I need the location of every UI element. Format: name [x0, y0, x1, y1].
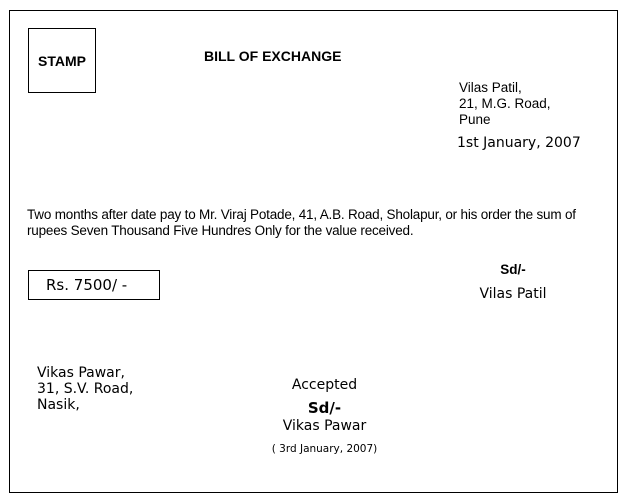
- drawee-address: [37, 365, 133, 413]
- amount-box: [28, 270, 160, 300]
- drawer-address-line: Vilas Patil,: [459, 80, 522, 95]
- drawer-sd: Sd/-: [500, 262, 526, 277]
- drawer-signature: [463, 262, 563, 302]
- stamp-label: STAMP: [38, 52, 86, 69]
- amount-label: Rs. 7500/ -: [46, 276, 128, 294]
- acceptance-name: Vikas Pawar: [282, 418, 367, 434]
- drawee-address-line: 31, S.V. Road,: [37, 381, 134, 397]
- accepted-label: Accepted: [291, 377, 358, 393]
- bill-date: 1st January, 2007: [457, 135, 581, 151]
- drawer-address-line: 21, M.G. Road,: [459, 96, 551, 111]
- drawer-name: Vilas Patil: [479, 286, 547, 302]
- stamp-box: [28, 28, 96, 93]
- drawer-address: [459, 80, 551, 128]
- acceptance-date: ( 3rd January, 2007): [271, 443, 378, 455]
- drawee-address-line: Vikas Pawar,: [37, 365, 125, 381]
- drawee-address-line: Nasik,: [37, 397, 80, 413]
- acceptance-block: [252, 377, 397, 455]
- document-title: BILL OF EXCHANGE: [204, 48, 342, 64]
- acceptance-sd: Sd/-: [307, 399, 342, 417]
- drawer-address-line: Pune: [459, 112, 491, 127]
- bill-body-text: Two months after date pay to Mr. Viraj Potade, 41, A.B. Road, Sholapur, or his order the sum of rupees Seven Thousand Five Hundres Only for the value received.: [27, 207, 576, 238]
